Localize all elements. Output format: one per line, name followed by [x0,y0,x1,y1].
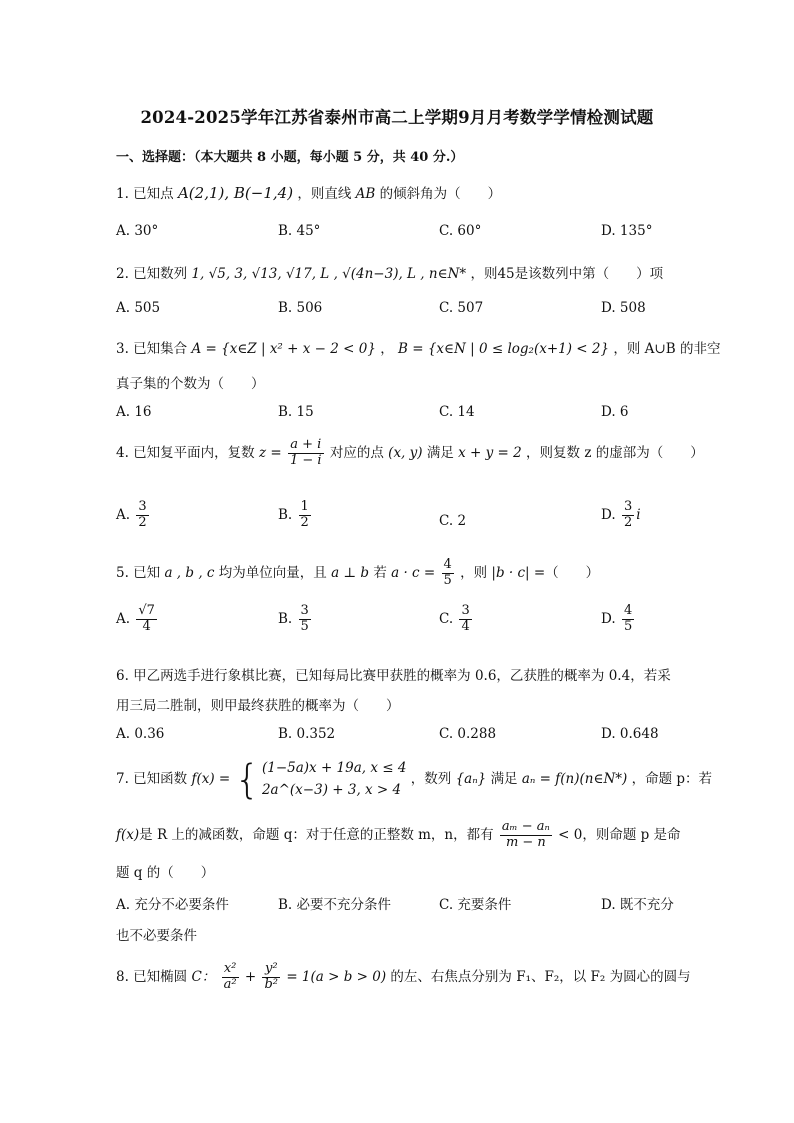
q5-option-d[interactable]: D. $\frac{4}{5}$ [601,603,633,634]
q4-option-b[interactable]: B. $\frac{1}{2}$ [278,499,309,530]
exam-title: 2024-2025学年江苏省泰州市高二上学期9月月考数学学情检测试题 [140,108,654,127]
q2-option-b[interactable]: B. 506 [278,300,323,316]
question-4: 4. 已知复平面内，复数 z = $\frac{a + i}{1 - i}$ 对应的点 (x, y) 满足 x + y = 2 ，则复数 z 的虚部为（ ） [116,437,704,468]
q7-option-d[interactable]: D. 既不充分 [601,897,674,913]
q4-option-a[interactable]: A. $\frac{3}{2}$ [116,499,147,530]
q3-option-c[interactable]: C. 14 [439,404,475,420]
question-3: 3. 已知集合 A = {x∈Z | x² + x − 2 < 0} ， B = {x∈N | 0 ≤ log₂(x+1) < 2} ，则 A∪B 的非空 [116,341,721,357]
q1-option-c[interactable]: C. 60° [439,223,482,239]
q2-option-d[interactable]: D. 508 [601,300,646,316]
question-7-line-2: f(x)是 R 上的减函数，命题 q：对于任意的正整数 m，n，都有 $\frac{\text{aₘ − aₙ}}{m - n}$ < 0，则命题 p 是命 [116,819,681,850]
q3-option-b[interactable]: B. 15 [278,404,314,420]
q5-option-b[interactable]: B. $\frac{3}{5}$ [278,603,309,634]
q7-option-d-continued: 也不必要条件 [116,928,197,944]
question-7: 7. 已知函数 f(x) = { (1−5a)x + 19a, x ≤ 4 2a^(x−3) + 3, x > 4 ，数列 {aₙ} 满足 aₙ = f(n)(n∈N*) ，命题 p：若 [116,756,713,803]
q7-option-b[interactable]: B. 必要不充分条件 [278,897,392,913]
question-6: 6. 甲乙两选手进行象棋比赛，已知每局比赛甲获胜的概率为 0.6，乙获胜的概率为 0.4，若采 [116,668,671,684]
q3-option-d[interactable]: D. 6 [601,404,629,420]
q6-option-d[interactable]: D. 0.648 [601,726,659,742]
q4-option-c[interactable]: C. 2 [439,513,467,529]
question-8: 8. 已知椭圆 C： $\frac{\text{x²}}{\text{a²}}$ + $\frac{\text{y²}}{\text{b²}}$ = 1(a > b > 0) 的左、右焦点分别为 F₁、F₂，以 F₂ 为圆心的圆与 [116,961,691,992]
q2-option-a[interactable]: A. 505 [116,300,161,316]
question-7-line-3: 题 q 的（ ） [116,865,215,881]
q3-option-a[interactable]: A. 16 [116,404,152,420]
q4-option-d[interactable]: D. $\frac{3}{2}$ i [601,499,641,530]
q6-option-b[interactable]: B. 0.352 [278,726,336,742]
q1-option-a[interactable]: A. 30° [116,223,159,239]
section-heading: 一、选择题：（本大题共 8 小题，每小题 5 分，共 40 分.） [116,150,464,165]
question-1: 1. 已知点 A(2,1), B(−1,4) ，则直线 AB 的倾斜角为（ ） [116,184,502,202]
question-3-line-2: 真子集的个数为（ ） [116,376,265,392]
q5-option-a[interactable]: A. $\frac{√7}{4}$ [116,603,155,634]
q2-option-c[interactable]: C. 507 [439,300,484,316]
q5-fraction: $\frac{4}{5}$ [443,557,452,588]
q7-option-a[interactable]: A. 充分不必要条件 [116,897,229,913]
q4-fraction: $\frac{a + i}{1 - i}$ [289,437,322,468]
question-6-line-2: 用三局二胜制，则甲最终获胜的概率为（ ） [116,698,400,714]
question-2: 2. 已知数列 1, √5, 3, √13, √17, L , √(4n−3), L , n∈N* ，则45是该数列中第（ ）项 [116,266,664,282]
q6-option-c[interactable]: C. 0.288 [439,726,497,742]
q7-option-c[interactable]: C. 充要条件 [439,897,512,913]
question-5: 5. 已知 a , b , c 均为单位向量，且 a ⊥ b 若 a · c = $\frac{4}{5}$ ，则 |b · c| =（ ） [116,557,600,588]
q5-option-c[interactable]: C. $\frac{3}{4}$ [439,603,470,634]
q1-option-d[interactable]: D. 135° [601,223,653,239]
q7-piecewise: { (1−5a)x + 19a, x ≤ 4 2a^(x−3) + 3, x > 4 [234,756,407,803]
q1-option-b[interactable]: B. 45° [278,223,321,239]
q6-option-a[interactable]: A. 0.36 [116,726,165,742]
